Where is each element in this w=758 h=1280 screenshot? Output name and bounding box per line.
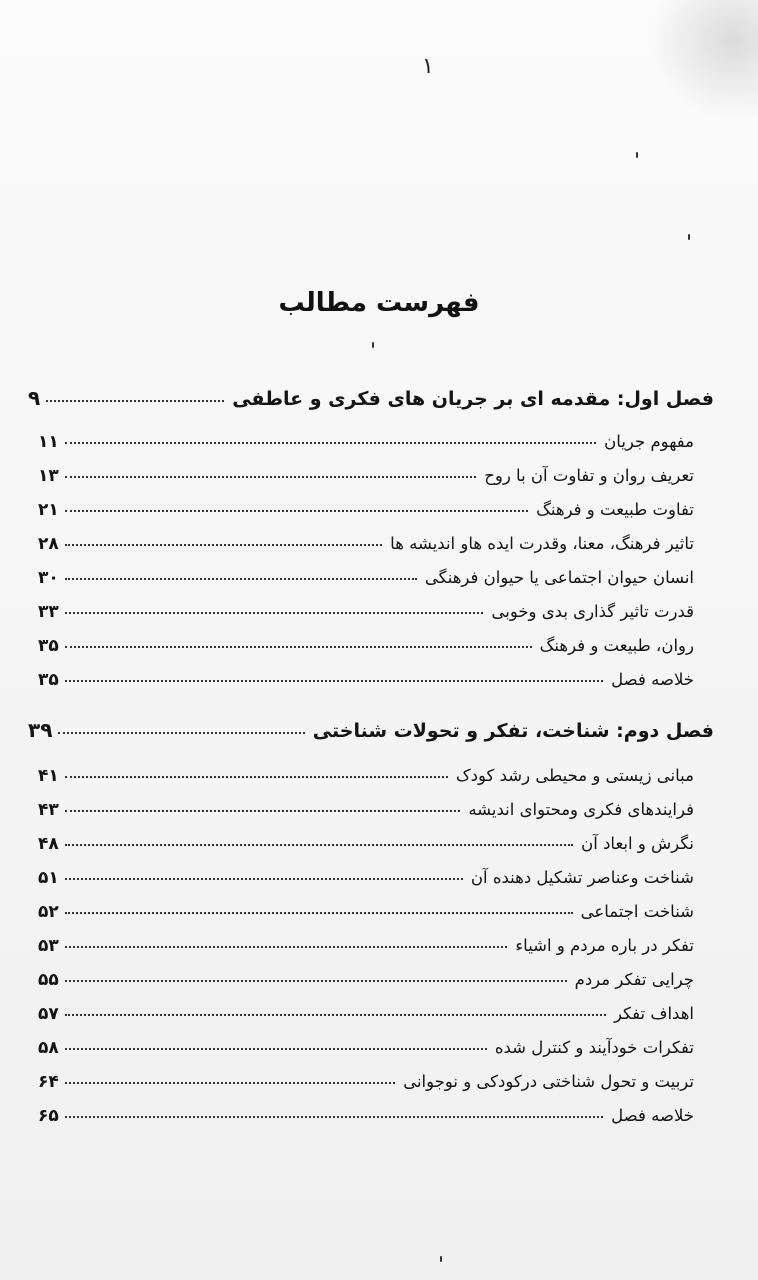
chapter-page-number: ۹ [28,386,41,410]
toc-entry [38,636,694,656]
entry-page-number: ۵۸ [38,1038,59,1058]
entry-title: فرایندهای فکری ومحتوای اندیشه [468,800,694,819]
entry-page-number: ۲۸ [38,534,59,554]
dot-leader [65,442,596,444]
entry-title: مبانی زیستی و محیطی رشد کودک [455,766,694,785]
toc-entry [38,936,694,956]
entry-page-number: ۵۳ [38,936,59,956]
print-speck [440,1256,442,1262]
dot-leader [65,810,461,812]
entry-title: انسان حیوان اجتماعی یا حیوان فرهنگی [424,568,694,587]
dot-leader [65,476,476,478]
dot-leader [65,912,573,914]
entry-page-number: ۳۰ [38,568,59,588]
entry-title: خلاصه فصل [611,1106,694,1125]
dot-leader [65,844,573,846]
entry-page-number: ۵۲ [38,902,59,922]
page-title: فهرست مطالب [278,288,480,318]
entry-page-number: ۱۱ [38,432,59,452]
print-speck [372,342,374,348]
dot-leader [65,578,417,580]
toc-entry [38,800,694,820]
dot-leader [65,612,484,614]
toc-entry [38,466,694,486]
entry-title: خلاصه فصل [611,670,694,689]
toc-entry [38,432,694,452]
entry-page-number: ۴۱ [38,766,59,786]
toc-entry [38,1038,694,1058]
toc-entry [38,902,694,922]
chapter-title: فصل اول: مقدمه ای بر جریان های فکری و عاطفی [232,388,714,410]
dot-leader [65,1014,606,1016]
entry-title: چرایی تفکر مردم [574,970,694,989]
toc-chapter-1 [28,386,714,410]
toc-entry [38,868,694,888]
entry-title: شناخت وعناصر تشکیل دهنده آن [470,868,694,887]
entry-title: شناخت اجتماعی [580,902,694,921]
entry-title: مفهوم جریان [604,432,694,451]
entry-title: تربیت و تحول شناختی درکودکی و نوجوانی [403,1072,694,1091]
entry-page-number: ۵۷ [38,1004,59,1024]
toc-entry [38,670,694,690]
dot-leader [65,946,508,948]
toc-entry [38,500,694,520]
toc-entry [38,602,694,622]
toc-entry [38,1004,694,1024]
entry-title: تعریف روان و تفاوت آن با روح [484,466,694,485]
entry-page-number: ۱۳ [38,466,59,486]
toc-entry [38,568,694,588]
toc-entry [38,834,694,854]
toc-entry [38,1106,694,1126]
entry-page-number: ۴۳ [38,800,59,820]
entry-page-number: ۲۱ [38,500,59,520]
page-marker: ۱ [422,54,434,79]
dot-leader [65,878,463,880]
entry-page-number: ۴۸ [38,834,59,854]
chapter-title: فصل دوم: شناخت، تفکر و تحولات شناختی [312,720,714,742]
toc-entry [38,1072,694,1092]
entry-page-number: ۳۵ [38,636,59,656]
dot-leader [65,980,567,982]
entry-page-number: ۵۱ [38,868,59,888]
toc-entry [38,970,694,990]
entry-page-number: ۳۵ [38,670,59,690]
dot-leader [65,510,528,512]
entry-page-number: ۳۳ [38,602,59,622]
dot-leader [46,400,224,402]
print-speck [636,152,638,158]
entry-page-number: ۵۵ [38,970,59,990]
dot-leader [65,680,603,682]
toc-chapter-2 [28,718,714,742]
entry-title: نگرش و ابعاد آن [581,834,694,853]
dot-leader [65,646,532,648]
entry-title: تاثیر فرهنگ، معنا، وقدرت ایده هاو اندیشه ها [390,534,694,553]
entry-title: تفکر در باره مردم و اشیاء [515,936,694,955]
entry-title: تفکرات خودآیند و کنترل شده [494,1038,694,1057]
toc-entry [38,766,694,786]
dot-leader [65,544,382,546]
toc-entry [38,534,694,554]
entry-title: تفاوت طبیعت و فرهنگ [536,500,694,519]
dot-leader [65,776,448,778]
dot-leader [65,1048,487,1050]
dot-leader [65,1116,603,1118]
dot-leader [58,732,304,734]
entry-title: روان، طبیعت و فرهنگ [539,636,694,655]
entry-page-number: ۶۴ [38,1072,59,1092]
entry-title: قدرت تاثیر گذاری بدی وخوبی [491,602,694,621]
print-speck [688,234,690,240]
dot-leader [65,1082,395,1084]
chapter-page-number: ۳۹ [28,718,53,742]
entry-page-number: ۶۵ [38,1106,59,1126]
entry-title: اهداف تفکر [613,1004,694,1023]
